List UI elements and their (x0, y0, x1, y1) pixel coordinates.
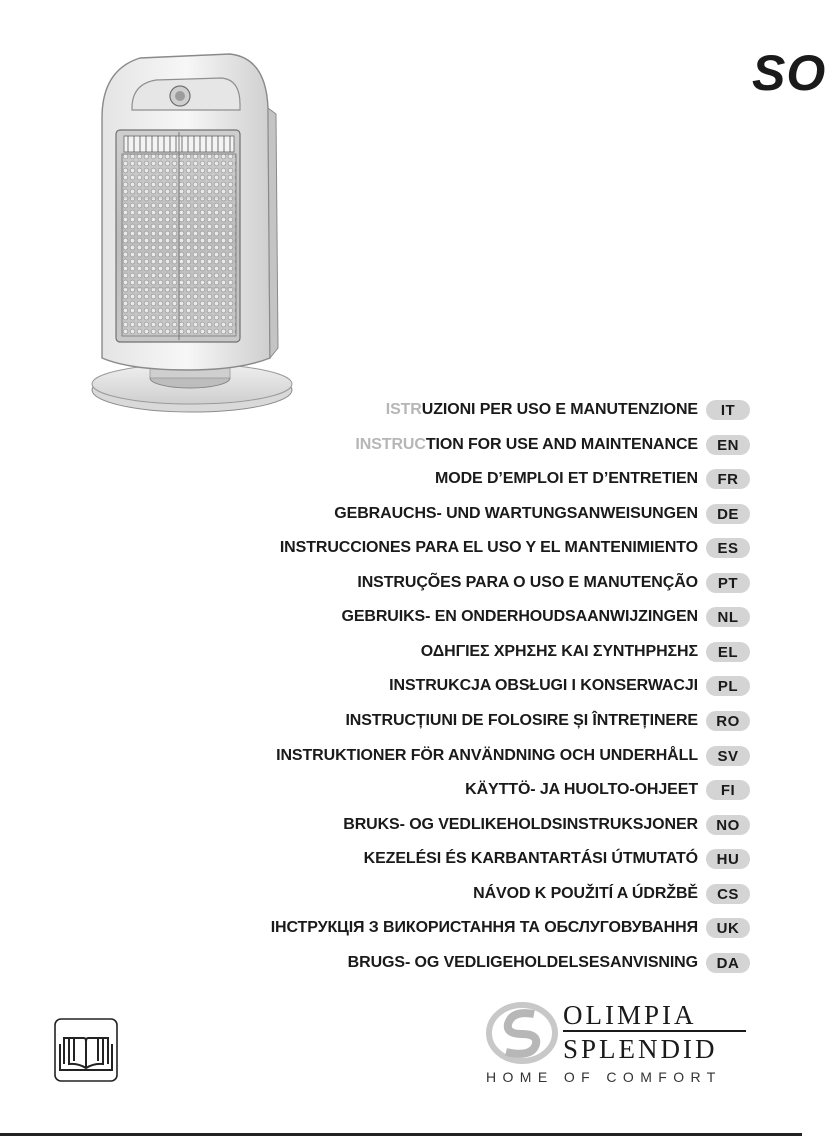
language-row-sv (150, 742, 750, 770)
language-row-da (150, 949, 750, 977)
language-row-en (150, 431, 750, 459)
olimpia-splendid-mark-icon (486, 1002, 558, 1064)
language-title-text: INSTRUCCIONES PARA EL USO Y EL MANTENIMIENTO (279, 539, 698, 556)
language-title (276, 747, 698, 765)
language-title (345, 712, 698, 730)
language-code-badge: FI (706, 780, 750, 800)
language-code-badge: DE (706, 504, 750, 524)
language-row-uk (150, 914, 750, 942)
language-title (343, 816, 698, 834)
language-title (355, 436, 698, 454)
language-title-text: KEZELÉSI ÉS KARBANTARTÁSI ÚTMUTATÓ (363, 850, 698, 867)
open-book-icon (54, 1018, 118, 1082)
language-title (334, 505, 698, 523)
language-title (280, 539, 698, 557)
language-row-pl (150, 672, 750, 700)
language-row-fi (150, 776, 750, 804)
brand-name-line1: OLIMPIA (563, 1000, 697, 1030)
language-row-no (150, 811, 750, 839)
language-title-text: INSTRUKCJA OBSŁUGI I KONSERWACJI (389, 677, 698, 694)
language-code-badge: RO (706, 711, 750, 731)
model-code: SO (752, 45, 826, 101)
language-code-badge: EN (706, 435, 750, 455)
language-row-es (150, 534, 750, 562)
language-code-badge: CS (706, 884, 750, 904)
language-title (389, 677, 698, 695)
language-row-it (150, 396, 750, 424)
language-title (421, 643, 698, 661)
language-title (348, 954, 698, 972)
language-code-badge: HU (706, 849, 750, 869)
language-title-text: INSTRUÇÕES PARA O USO E MANUTENÇÃO (357, 574, 698, 591)
language-title-text: TION FOR USE AND MAINTENANCE (425, 436, 698, 453)
brand-tagline: HOME OF COMFORT (486, 1069, 722, 1085)
language-code-badge: NL (706, 607, 750, 627)
language-title-text: BRUGS- OG VEDLIGEHOLDELSESANVISNING (347, 954, 698, 971)
language-code-badge: ES (706, 538, 750, 558)
language-title-text: NÁVOD K POUŽITÍ A ÚDRŽBĚ (473, 885, 698, 902)
language-title-text: ΟΔΗΓΙΕΣ ΧΡΗΣΗΣ ΚΑΙ ΣΥΝΤΗΡΗΣΗΣ (420, 643, 698, 660)
language-row-el (150, 638, 750, 666)
language-title-text: GEBRAUCHS- UND WARTUNGSANWEISUNGEN (334, 505, 698, 522)
language-row-ro (150, 707, 750, 735)
language-code-badge: NO (706, 815, 750, 835)
language-title (271, 919, 698, 937)
language-code-badge: UK (706, 918, 750, 938)
language-row-fr (150, 465, 750, 493)
language-code-badge: SV (706, 746, 750, 766)
language-title (386, 401, 698, 419)
language-title-text: MODE D’EMPLOI ET D’ENTRETIEN (435, 470, 698, 487)
language-row-de (150, 500, 750, 528)
language-code-badge: DA (706, 953, 750, 973)
language-row-hu (150, 845, 750, 873)
brand-divider (563, 1030, 746, 1032)
language-row-pt (150, 569, 750, 597)
language-title-faded-part: INSTRUC (355, 436, 426, 453)
language-title (435, 470, 698, 488)
language-code-badge: IT (706, 400, 750, 420)
brand-name-line2: SPLENDID (563, 1034, 718, 1064)
language-title-text: GEBRUIKS- EN ONDERHOUDSAANWIJZINGEN (341, 608, 698, 625)
language-title (473, 885, 698, 903)
language-row-nl (150, 603, 750, 631)
language-code-badge: PT (706, 573, 750, 593)
language-code-badge: EL (706, 642, 750, 662)
language-title-text: UZIONI PER USO E MANUTENZIONE (421, 401, 698, 418)
language-title-text: INSTRUKTIONER FÖR ANVÄNDNING OCH UNDERHÅLL (276, 747, 698, 764)
language-title (357, 574, 698, 592)
heater-illustration-icon (80, 48, 300, 428)
language-title (341, 608, 698, 626)
language-title (465, 781, 698, 799)
language-title-text: INSTRUCȚIUNI DE FOLOSIRE ȘI ÎNTREȚINERE (345, 712, 698, 729)
brand-logo (484, 996, 746, 1088)
language-title-text: ІНСТРУКЦІЯ З ВИКОРИСТАННЯ ТА ОБСЛУГОВУВАННЯ (270, 919, 698, 936)
language-title-text: BRUKS- OG VEDLIKEHOLDSINSTRUKSJONER (343, 816, 698, 833)
language-code-badge: PL (706, 676, 750, 696)
language-title-text: KÄYTTÖ- JA HUOLTO-OHJEET (465, 781, 698, 798)
language-title-faded-part: ISTR (385, 401, 422, 418)
language-row-cs (150, 880, 750, 908)
language-title (364, 850, 698, 868)
language-code-badge: FR (706, 469, 750, 489)
